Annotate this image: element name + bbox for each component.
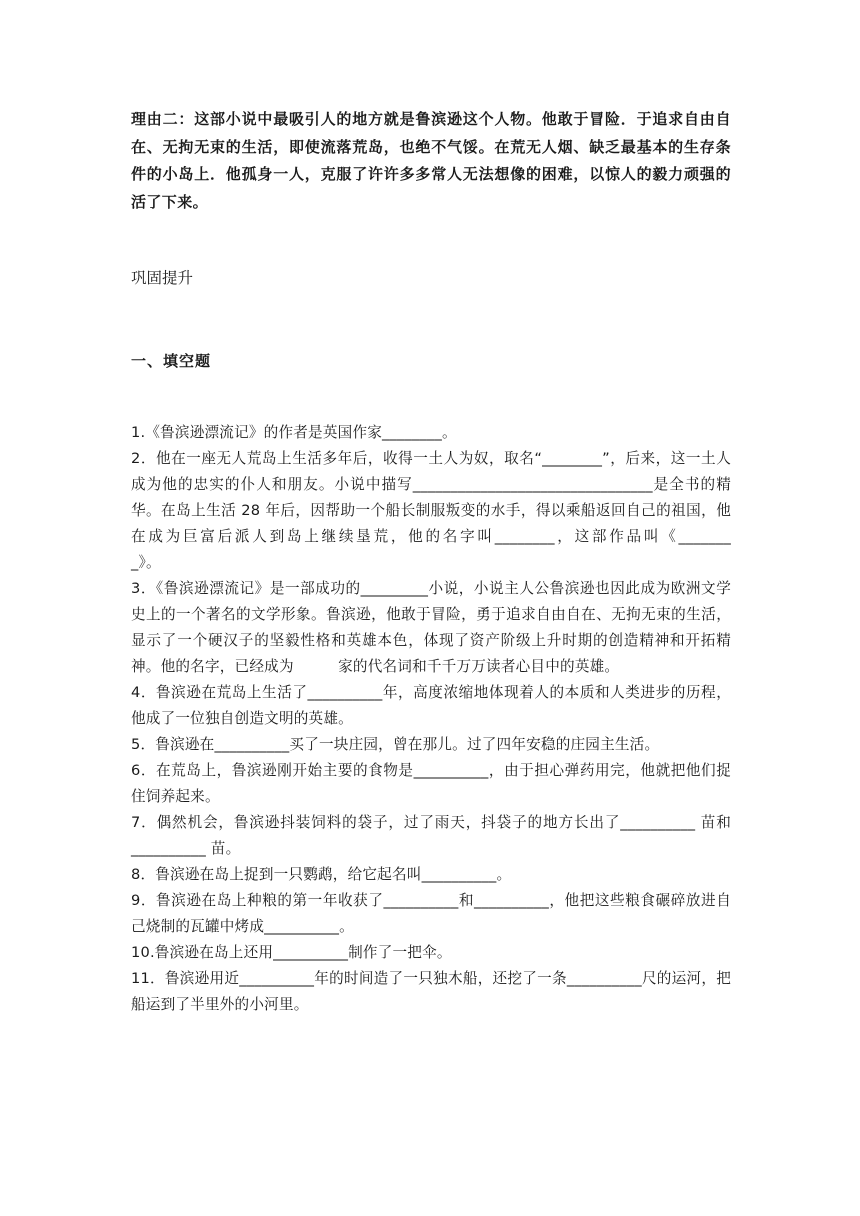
question-item: 6．在荒岛上，鲁滨逊刚开始主要的食物是__________，由于担心弹药用完，他就把他们捉住饲养起来。 [131,762,731,805]
question-item: 9．鲁滨逊在岛上种粮的第一年收获了__________和__________，他把这些粮食碾碎放进自己烧制的瓦罐中烤成__________。 [131,892,731,935]
question-item: 11．鲁滨逊用近__________年的时间造了一只独木船，还挖了一条__________尺的运河，把船运到了半里外的小河里。 [131,970,731,1013]
question-item: 3．《鲁滨逊漂流记》是一部成功的_________小说，小说主人公鲁滨逊也因此成为欧洲文学史上的一个著名的文学形象。鲁滨逊，他敢于冒险，勇于追求自由自在、无拘无束的生活，显示了一个硬汉子的坚毅性格和英雄本色，体现了资产阶级上升时期的创造精神和开拓精神。他的名字，已经成为 家的代名词和千千万万读者心目中的英雄。 [131,580,731,675]
section-title: 巩固提升 [131,269,194,287]
question-item: 2．他在一座无人荒岛上生活多年后，收得一土人为奴，取名“________”，后来，这一土人成为他的忠实的仆人和朋友。小说中描写________________________________是全书的精华。在岛上生活 28 年后，因帮助一个船长制服叛变的水手，得以乘船返回自己的祖国，他在成为巨富后派人到岛上继续垦荒，他的名字叫________，这部作品叫《_______ _》。 [131,450,776,571]
question-item: 10.鲁滨逊在岛上还用__________制作了一把伞。 [131,944,452,961]
question-item: 5．鲁滨逊在__________买了一块庄园，曾在那儿。过了四年安稳的庄园主生活。 [131,736,660,753]
reason-two-paragraph: 理由二：这部小说中最吸引人的地方就是鲁滨逊这个人物。他敢于冒险．于追求自由自在、无拘无束的生活，即使流落荒岛，也绝不气馁。在荒无人烟、缺乏最基本的生存条件的小岛上．他孤身一人，克服了许许多多常人无法想像的困难，以惊人的毅力顽强的活了下来。 [131,110,731,211]
question-item: 8．鲁滨逊在岛上捉到一只鹦鹉，给它起名叫__________。 [131,866,512,883]
question-list [131,420,776,1018]
question-item: 7．偶然机会，鲁滨逊抖装饲料的袋子，过了雨天，抖袋子的地方长出了__________ 苗和__________ 苗。 [131,814,731,857]
question-item: 1.《鲁滨逊漂流记》的作者是英国作家________。 [131,424,457,441]
fill-in-blank-heading: 一、填空题 [131,352,212,370]
question-item: 4．鲁滨逊在荒岛上生活了__________年，高度浓缩地体现着人的本质和人类进步的历程，他成了一位独自创造文明的英雄。 [131,684,731,727]
